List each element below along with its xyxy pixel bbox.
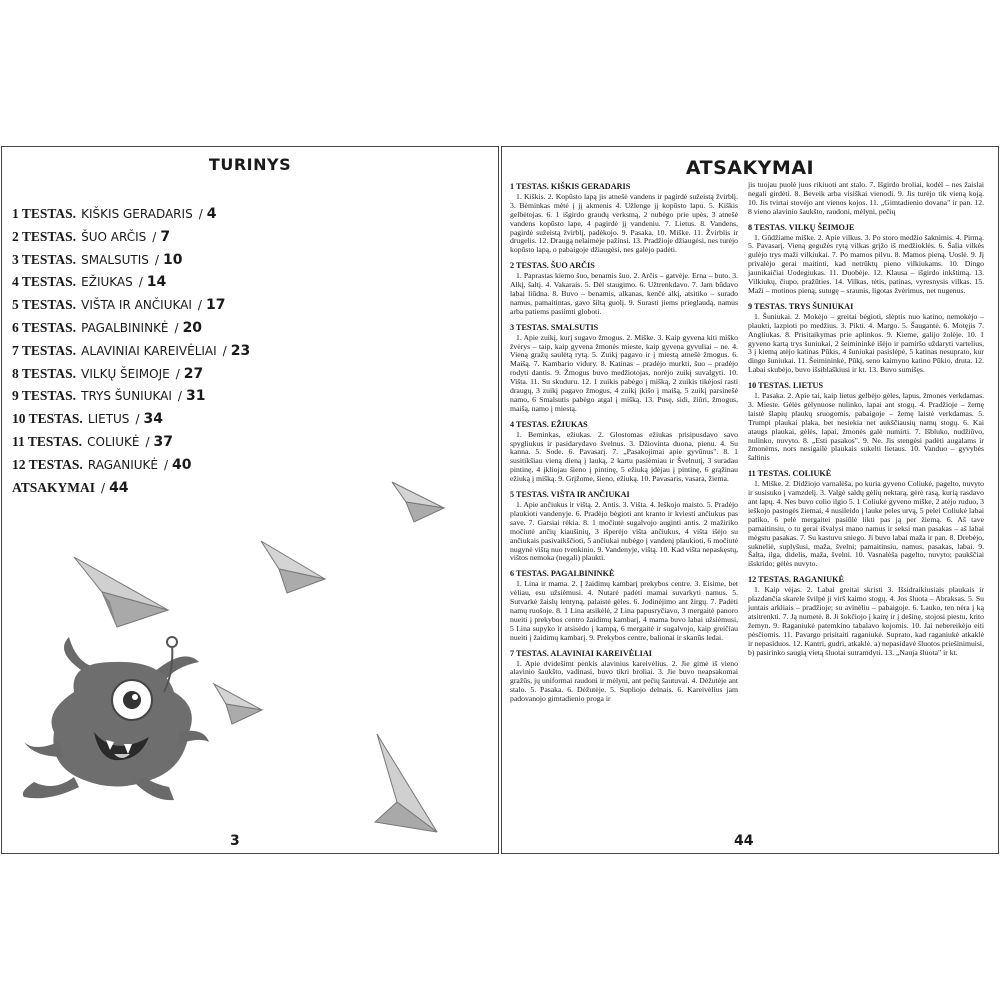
toc-page-number: 4	[206, 206, 217, 222]
answer-heading: 7 TESTAS. ALAVINIAI KAREIVĖLIAI	[510, 648, 652, 658]
toc-label: 8 TESTAS.	[12, 365, 77, 381]
toc-separator: /	[198, 207, 203, 221]
toc-separator: /	[138, 275, 143, 290]
answer-text: 1. Apie ančiukus ir vištą. 2. Antis. 3. Višta. 4. Ieškojo maisto. 5. Pradėjo plaukioti vandenyje. 6. Pradėjo bėgioti ant kranto ir kviesti ančiukus pas save. 7. Garsiai rėkia. 8. 1 močiutė sugalvojo auginti antis. 2 mažiriko močiutė ančių kiaušinių, 3 išperėjo višta ančiukus, 4 višta išėjo su ančiukais pasivaikščioti, 5 ančiukai nubėgo į vandenį plaukioti, 6 močiutė nugynė vištą nuo tvenkinio. 9. Vandenyje, vištą. 10. Kad višta nepaskęstų, vištos nemoka (negali) plaukti.	[510, 500, 738, 563]
toc-title: PAGALBININKĖ	[81, 320, 169, 335]
paper-plane-2-illustration	[259, 539, 327, 595]
toc-label: 11 TESTAS.	[12, 433, 83, 449]
toc-page-number: 14	[146, 274, 167, 291]
toc-title: VILKŲ ŠEIMOJE	[81, 366, 170, 381]
toc-entry	[12, 202, 250, 225]
page-title: TURINYS	[208, 155, 292, 174]
page-title: ATSAKYMAI	[685, 157, 815, 179]
toc-entry	[12, 430, 250, 453]
answer-heading: 12 TESTAS. RAGANIUKĖ	[748, 575, 844, 585]
toc-page-number: 27	[183, 365, 204, 382]
toc-title: RAGANIUKĖ	[87, 457, 158, 472]
answer-block	[510, 324, 738, 414]
toc-separator: /	[174, 320, 179, 335]
toc-page-number: 10	[162, 251, 183, 268]
toc-title: TRYS ŠUNIUKAI	[81, 389, 172, 404]
toc-page-number: 34	[143, 411, 163, 428]
toc-separator: /	[145, 434, 150, 449]
toc-entry	[12, 362, 250, 385]
page-number: 3	[230, 833, 240, 849]
left-page	[1, 146, 499, 854]
answer-heading: 6 TESTAS. PAGALBININKĖ	[510, 569, 615, 579]
paper-plane-1-illustration	[72, 552, 172, 632]
toc-label: 9 TESTAS.	[12, 388, 77, 404]
answer-heading: 9 TESTAS. TRYS ŠUNIUKAI	[748, 301, 854, 311]
answer-heading: 3 TESTAS. SMALSUTIS	[510, 322, 599, 332]
toc-entry	[12, 270, 250, 293]
toc-label: 7 TESTAS.	[12, 342, 77, 358]
toc-title: ŠUO ARČIS	[81, 229, 147, 244]
answer-block	[510, 183, 738, 255]
table-of-contents	[12, 202, 250, 498]
toc-label: 6 TESTAS.	[12, 319, 77, 335]
toc-label: 2 TESTAS.	[12, 228, 77, 244]
toc-separator: /	[101, 480, 106, 495]
toc-title: ALAVINIAI KAREIVĖLIAI	[81, 343, 217, 358]
answer-block	[510, 491, 738, 563]
answer-block	[748, 382, 984, 463]
toc-page-number: 40	[172, 456, 192, 473]
answer-heading: 8 TESTAS. VILKŲ ŠEIMOJE	[748, 222, 855, 232]
answer-text: 1. Lina ir mama. 2. Į žaidimų kambarį prekybos centre. 3. Eisime, bet vėliau, esu užsiėmusi. 4. Nutarė padėti mamai suvarkyti namus. 5. Sutvarkė žaislų lentyną, palaistė gėles. 6. Jodinėjimo ant žirgų. 7. Padėti namų ruošoje. 8. 1 Lina atsikėlė, 2 Lina papusryčiavo, 3 mergaitė panoro nueiti į prekybos centro žaidimų kambarį, 4 mama buvo labai užsiėmusi, 5 Lina supyko ir atsisėdo į kampą, 6 mergaitė ir sugalvojo, kaip greičiau nueiti į žaidimų kambarį. 9. Prekybos centre, balionai ir skanūs ledai.	[510, 579, 738, 642]
page-number: 44	[734, 833, 754, 849]
toc-page-number: 17	[205, 297, 226, 314]
answer-text: 1. Paprastas kiemo šuo, benamis šuo. 2. Arčis – gatvėje. Erna – buto. 3. Alkį, šaltį. 4. Vakarais. 5. Dėl staugimo. 6. Užtrenkdavo. 7. Jam būdavo labai liūdna. 8. Buvo – benamis, alkanas, kenčė alkį, atsitiko – surado namus, pamaitintas, gavo šiltą guolį. 9. Surasti jiems prieglaudą, namus arba patiems pasiimti globoti.	[510, 271, 738, 316]
toc-label: ATSAKYMAI	[12, 479, 96, 495]
toc-separator: /	[197, 298, 202, 313]
answer-block	[748, 470, 984, 569]
answer-text: 1. Šuniukai. 2. Mokėjo – greitai bėgioti, slėptis nuo katino, nemokėjo – plaukti, lazpioti po medžius. 3. Pikti. 4. Margo. 5. Šaugantė. 6. Motęjis 7. Angliukas. 8. Prisitaikymas prie aplinkos. 9. Kieme, galijo žolėje. 10. 1 gyveno kartą trys šuniukai, 2 šeimininkė išėjo ir pamiršo uždaryti vartelius, 3 į kiemą atėjo katinas Pūkis, 4 šuniukai pasislėpė, 5 katinas nesuprato, kur dingo šuniukai. 11. Šeimininkė, Pūkį, seno kaimyno katino Pūkio, druta. 12. Labai skubėjo, buvo išsiblaškiusi ir kt. 13. Buvo sumišęs.	[748, 311, 984, 375]
answer-heading: 1 TESTAS. KIŠKIS GERADARIS	[510, 182, 631, 191]
answer-heading: 2 TESTAS. ŠUO ARČIS	[510, 261, 595, 271]
toc-title: KIŠKIS GERADARIS	[81, 207, 193, 221]
toc-label: 3 TESTAS.	[12, 251, 77, 267]
toc-entry	[12, 453, 250, 476]
toc-separator: /	[177, 389, 182, 404]
toc-separator: /	[152, 229, 157, 244]
toc-page-number: 37	[153, 433, 173, 450]
toc-page-number: 44	[109, 479, 129, 496]
answer-heading: 11 TESTAS. COLIUKĖ	[748, 469, 832, 479]
toc-label: 10 TESTAS.	[12, 411, 83, 427]
answer-text: 1. Kiškis. 2. Kopūsto lapą jis atnešė vandens ir pagirdė sužeistą žvirblį. 3. Bėminkas mėtė į jį akmenis 4. Užlenge jį kopūsto lapu. 5. Kiškis gelbėtojas. 6. 1 išgirdo graudų verksmą, 2 nubėgo prie upės, 3 atnešė vandens kopūsto lape, 4 pagirdė jį vandeniu. 7. Lietus. 8. Vandens, pagirdė sužeistą žvirblį, padėkojo. 9. Pasaka. 10. Miške. 11. Žvirblis ir drugelis. 12. Draugą nelaimėje pažinsi. 13. Pradžioje džiaugėsi, nes turėjo kopūsto lapą, o pabaigoje džiaugėsi, nes galėjo padėti.	[510, 191, 738, 255]
answer-text: 1. Apie zuikį, kurį sugavo žmogus. 2. Miške. 3. Kaip gyvena kiti miško žvėrys – taip, kaip gyvena žmonės mieste, kaip gyvena gyvuliai – ne. 4. Vieną gražų saulėtą rytą. 5. Zuikį pagavo ir į miestą atnešė žmogus. 6. Maišą. 7. Kambario vidury. 8. Katinas – pradėjo murkti, šuo – pradėjo rodyti dantis. 9. Žmogus buvo medžiotojas, norėjo zuikį suvalgyti. 10. Višta. 11. Su skuduru. 12. 1 zuikis pabėgo į mišką, 2 zuikis tikėjosi rasti draugų, 3 zuikį pagavo žmogus, 4 zuikį įkišo į maišą, 5 zuikį parsinešė namo, 6 Smalsutis pabėgo atgal į mišką. 13. Pusę, sidi, žiūri, žmogus, maišą, namo į miestą.	[510, 332, 738, 413]
toc-title: SMALSUTIS	[81, 252, 149, 267]
answer-heading: 5 TESTAS. VIŠTA IR ANČIUKAI	[510, 490, 630, 500]
toc-label: 5 TESTAS.	[12, 297, 77, 313]
toc-entry	[12, 339, 250, 362]
toc-label: 12 TESTAS.	[12, 456, 83, 472]
toc-entry	[12, 225, 250, 248]
paper-plane-3-illustration	[390, 480, 446, 524]
answers-column-right	[748, 181, 984, 664]
toc-page-number: 23	[230, 342, 251, 359]
toc-page-number: 31	[185, 388, 206, 405]
answer-text: 1. Apie dvidešimt penkis alavinius kareivėlius. 2. Jie gimė iš vieno alavinio šaukšto, vadinasi, buvo tikri broliai. 3. Jie buvo neapsakomai gražūs, jų uniformai raudoni ir mėlyni, ant pečių šautuvai. 4. Dėžutėje ant stalo. 5. Pasaka. 6. Dėžutėje. 5. Supliojo delnais. 6. Kareivėlius jam padovanojo gimtadienio proga ir	[510, 658, 738, 704]
toc-entry	[12, 316, 250, 339]
answer-text: 1. Pasaka. 2. Apie tai, kaip lietus gelbėjo gėles, lapus, žmones verkdamas. 3. Mieste. Gėlės gėlynuose nulinko, lapai ant stogų. 4. Pradžioje – žemę laistė šlapių plaukų sruogomis, pabaigoje – žemę laistė verkdamas. 5. Trumpi plaukai plaka, bet nesiekia net aukščiausių namų stogų. 6. Kai ataugs plaukai, gėlės, lapai, žmonės galė numirti. 7. Išbluko, nudžiūvo, nulinko, nuvyto. 8. „Esti pasakos". 9. Ne. Jis stengėsi padėti augalams ir žmonėms, nors nesigailė plaukais sukelti lietaus. 10. Vanduo – gyvybės šaltinis	[748, 391, 984, 463]
toc-page-number: 7	[160, 228, 171, 245]
toc-title: LIETUS	[87, 412, 130, 427]
toc-label: 4 TESTAS.	[12, 274, 77, 290]
answer-text: 1. Kaip vėjas. 2. Labai greitai skristi 3. Išsidraikiusiais plaukais ir plazdančia skarele švilpė ji virš kaimo stogų. 4. Jos šluota – Abraksas. 5. Su juntais arkliais – pradžioje; su avinėliu – pabaigoje. 6. Lauko, ten nėra į ką atsitrenkti. 7. Ją numetė. 8. Ji šokčiojo į kairę ir į dešinę, stojosi piestu, krito žemyn. 9. Raganiukė patemkino tabalavo kojomis. 10. Jai nebereikėjo eiti pėsčiomis. 11. Pavargo prisitaiti raganiukė. Suprato, kad raganiukė atkaklė ir nepasiduos. 12. Kantri, gudri, atkaklė. a) nepasidavė šluotos priešinimuisi, b) pasirinko saugią vietą šluotai sutramdyti. 13. „Nauja šluota" ir kt.	[748, 585, 984, 657]
toc-entry	[12, 384, 250, 407]
answer-block	[748, 224, 984, 296]
toc-separator: /	[164, 457, 169, 472]
toc-page-number: 20	[182, 319, 203, 336]
monster-illustration	[14, 632, 214, 812]
toc-label: 1 TESTAS.	[12, 206, 77, 221]
toc-title: VIŠTA IR ANČIUKAI	[81, 298, 192, 313]
toc-entry	[12, 248, 250, 271]
toc-title: COLIUKĖ	[87, 434, 140, 449]
answer-block	[510, 262, 738, 316]
answer-block	[510, 650, 738, 704]
toc-separator: /	[154, 252, 159, 267]
toc-entry	[12, 407, 250, 430]
toc-title: EŽIUKAS	[81, 275, 133, 290]
answer-text: 1. Beminkas, ežiukas. 2. Glostomas ežiukas prisipusdavo savo spygliukus ir pasidarydavo švelnus. 3. Džiovinta duona, pienu. 4. Su kanna. 5. Sode. 6. Pavasarį. 7. „Pasakojimai apie gyvūnus". 8. 1 susitikšiau vieną dieną į lauką, 2 kartu pasiėmiau ir Švelnutį, 3 suradau pintinę, 4 įkliojau šieno į pintinę, 5 ežiuką įdėjau į pintinę, 6 grąžinau ežiuką į mišką. 9. Grįžome, šieno, ežiuką. 10. Pavasaris, vasara, žiema.	[510, 429, 738, 484]
paper-plane-4-illustration	[212, 682, 264, 726]
answer-block	[510, 421, 738, 484]
toc-entry	[12, 293, 250, 316]
answer-text: 1. Gūdžiame miške. 2. Apie vilkus. 3. Po storo medžio šaknimis. 4. Pirmą. 5. Pavasarį. Vieną gegužės rytą vilkas grįžo iš medžioklės. 6. Šalia vilkės gulėjo trys maži vilkiukai. 7. Po mamos pilvu. 8. Mamos pieną. Uoslė. 9. Jį privalėjo gerai maitinti, kad netrūktų pieno vilkiukams. 10. Dingo jaunikaičiai Uodegiukas. 11. Duobėje. 12. Klausa – išgirdo inkštimą. 13. Vilkiukų, čiupo, pražūties. 14. Vilkas, tėtis, patinas, vyresnysis vilkas. 15. Maži – motinos pieną, sutugę – sraunis, ligotas žvėrimus, net nugenus.	[748, 232, 984, 295]
toc-separator: /	[135, 412, 140, 427]
toc-separator: /	[222, 343, 227, 358]
answer-heading: 10 TESTAS. LIETUS	[748, 381, 824, 391]
right-page	[501, 146, 999, 854]
answer-text: 1. Miške. 2. Didžiojo varnalėša, po kuria gyveno Coliukė, pagelto, nuvyto ir susisuko į vamzdelį. 3. Valgė saldų gėlių nektarą, gėrė rasą, kurią rasdavo ant lapų. 4. Nes buvo colio ilgio 5. 1 Coliukė gyveno miške, 2 atėjo ruduo, 3 ieškojo pastogės žiemai, 4 nusileido į lauke peles urvą, 5 pelei Coliukė labai patiko, 6 pelė mergaitei pasiūlė likti pas ją per žiemą. 6. Aš tave pamaitinsiu, o tu gerai išvalysi mano namus ir seksi man pasakas – aš labai mėgstu pasakas. 7. Su kastuvu sniego. Ji buvo labai maža ir pan. 8. Drebėjo, sukneliė, suplyšusi, maža, švelni; pamaitinsiu, namus, pasakas, labai. 9. Šalta, ilga, didelis, maža, švelni. 10. Vasnalėša pagelto, nuvyto; paukščiai išskrido; gėlės nuvyto.	[748, 479, 984, 569]
answers-column-left	[510, 183, 738, 711]
answer-text: jis tuojau puolė juos rikiuoti ant stalo. 7. Išgirdo broliai, kodėl – nes žaislai negali girdėti. 8. Beveik arba visiškai vienodi. 9. Jis turėjo tik vieną koją. 10. Jis tvirtai stovėjo ant vienos kojos. 11. „Gimtadienio dovana" ir pan. 12. 8 vieno alavinio šaukšto, raudoni, mėlyni, pečių	[748, 180, 984, 216]
answer-block	[748, 576, 984, 657]
toc-entry	[12, 476, 250, 499]
answer-block	[748, 181, 984, 217]
paper-plane-5-illustration	[367, 732, 442, 842]
answer-heading: 4 TESTAS. EŽIUKAS	[510, 419, 588, 429]
answer-block	[748, 303, 984, 375]
answer-block	[510, 570, 738, 642]
toc-separator: /	[175, 366, 180, 381]
